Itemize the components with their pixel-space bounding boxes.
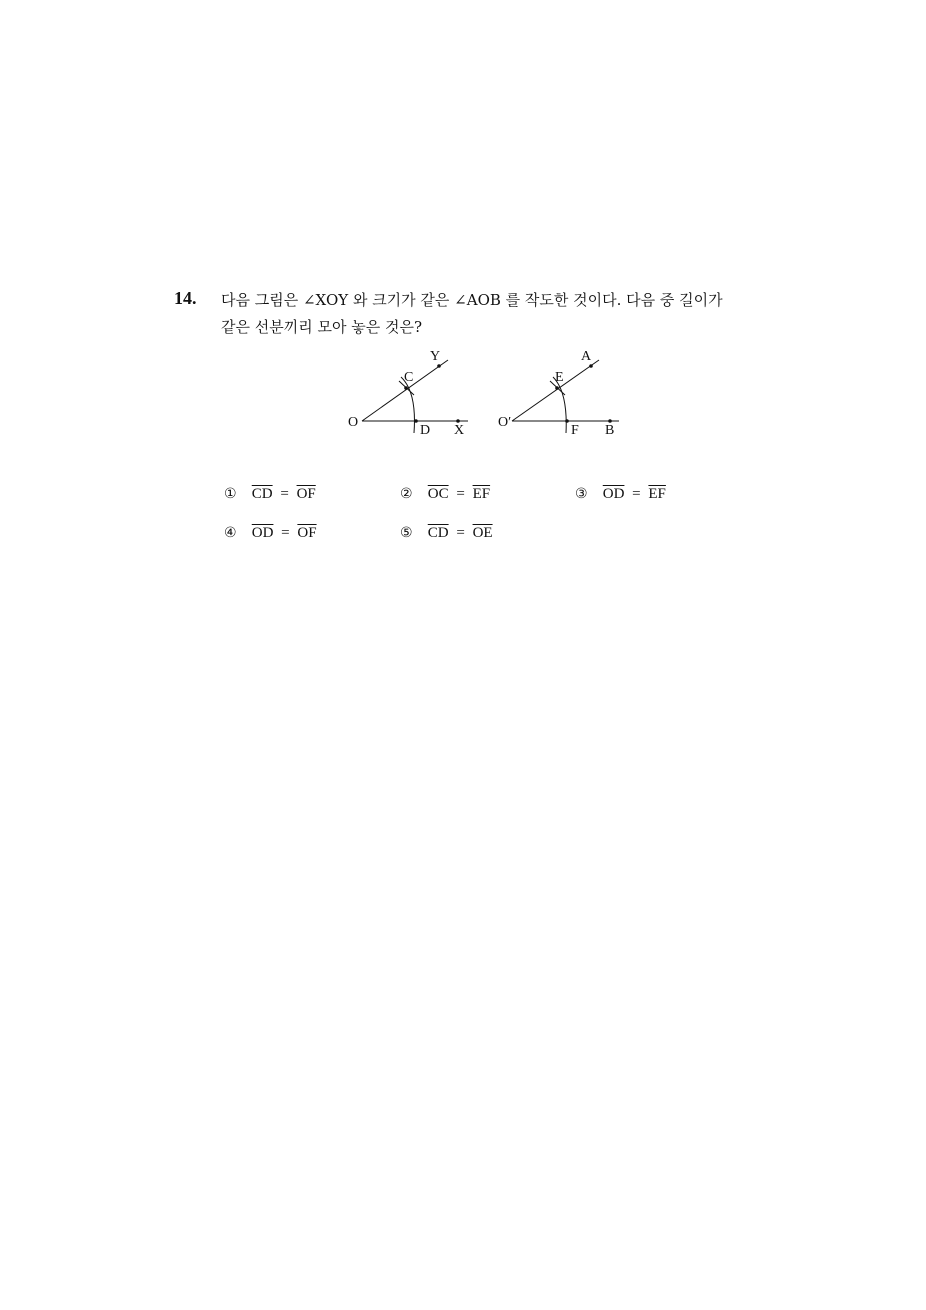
choice-equals: =	[456, 525, 465, 541]
choice-lhs: $\overline{OD}$	[251, 525, 274, 541]
choice-rhs: $\overline{OF}$	[296, 486, 316, 502]
choice-lhs: $\overline{CD}$	[427, 525, 449, 541]
label-o-prime: O′	[498, 415, 512, 430]
label-x: X	[454, 423, 465, 438]
choice-rhs: $\overline{EF}$	[472, 486, 491, 502]
label-a: A	[581, 349, 592, 364]
point-y	[437, 364, 441, 368]
choice-equals: =	[456, 486, 465, 502]
choice-5[interactable]	[400, 525, 493, 542]
point-d	[414, 419, 418, 423]
choice-lhs: $\overline{OC}$	[427, 486, 449, 502]
choice-mark: ②	[400, 486, 413, 502]
question-text-line-1: 다음 그림은 ∠XOY 와 크기가 같은 ∠AOB 를 작도한 것이다. 다음 중 길이가	[221, 291, 723, 309]
choice-mark: ①	[224, 486, 237, 502]
choice-mark: ⑤	[400, 525, 413, 541]
question-text-line-2: 같은 선분끼리 모아 놓은 것은?	[221, 318, 422, 336]
construction-figure	[340, 345, 630, 440]
point-c	[404, 386, 408, 390]
choice-lhs: $\overline{OD}$	[602, 486, 625, 502]
label-b: B	[605, 423, 615, 438]
choice-rhs: $\overline{OE}$	[472, 525, 493, 541]
angle-aob-figure	[498, 349, 619, 438]
label-d: D	[420, 423, 431, 438]
question-number: 14.	[174, 288, 197, 308]
choice-equals: =	[632, 486, 641, 502]
choice-mark: ③	[575, 486, 588, 502]
label-f: F	[571, 423, 579, 438]
choice-equals: =	[281, 525, 290, 541]
choice-3[interactable]	[575, 486, 666, 503]
choice-2[interactable]	[400, 486, 490, 503]
point-a	[589, 364, 593, 368]
choice-rhs: $\overline{EF}$	[648, 486, 666, 502]
choice-mark: ④	[224, 525, 237, 541]
point-f	[565, 419, 569, 423]
choice-rhs: $\overline{OF}$	[297, 525, 317, 541]
choice-lhs: $\overline{CD}$	[251, 486, 273, 502]
choice-equals: =	[280, 486, 289, 502]
label-y: Y	[430, 349, 441, 364]
choice-1[interactable]	[224, 486, 316, 503]
point-e	[555, 386, 559, 390]
angle-xoy-figure	[348, 349, 468, 438]
label-c: C	[404, 370, 414, 385]
label-e: E	[555, 370, 564, 385]
choice-4[interactable]	[224, 525, 317, 542]
label-o: O	[348, 415, 359, 430]
